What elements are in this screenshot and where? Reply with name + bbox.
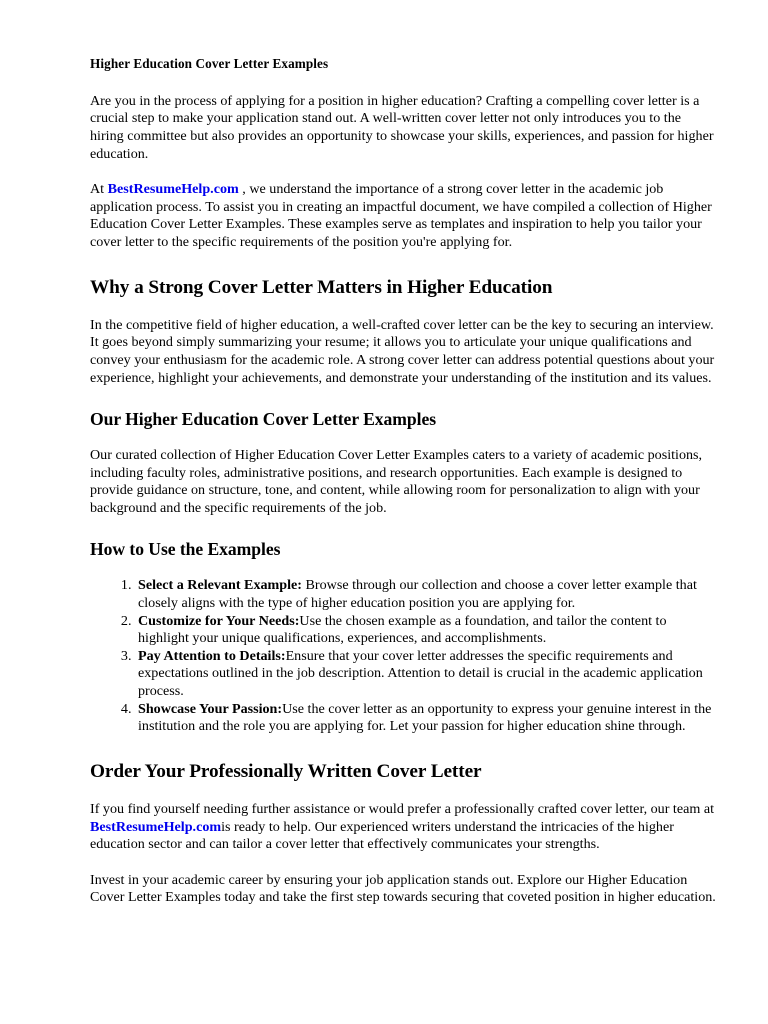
order-paragraph-before: If you find yourself needing further assistance or would prefer a professionally crafted cover letter, our team at — [90, 800, 715, 817]
section-body-why-strong-cover-letter: In the competitive field of higher education, a well-crafted cover letter can be the key to securing an interview. It goes beyond simply summarizing your resume; it allows you to articulate your unique qualifications and convey your enthusiasm for the academic role. A strong cover letter can address potential questions about your experience, highlight your achievements, and demonstrate your understanding of the institution and its values. — [90, 316, 715, 386]
page-title: Higher Education Cover Letter Examples — [90, 56, 329, 71]
section-heading-our-examples: Our Higher Education Cover Letter Examples — [90, 409, 437, 430]
link-paragraph-after: , we understand the importance of a strong cover letter in the academic job application process. To assist you in creating an impactful document, we have compiled a collection of Higher Education Cover Letter Examples. These examples serve as templates and inspiration to help you tailor your cover letter to the specific requirements of the position you're applying for. — [90, 181, 712, 251]
section-heading-how-to-use: How to Use the Examples — [90, 539, 281, 560]
step-lead: Pay Attention to Details: — [138, 647, 286, 664]
section-heading-why-strong-cover-letter: Why a Strong Cover Letter Matters in Higher Education — [90, 276, 553, 298]
list-item — [135, 648, 717, 701]
link-paragraph — [90, 181, 717, 251]
step-text: Use the cover letter as an opportunity to express your genuine interest in the institution and the role you are applying for. Let your passion for higher education shine through. — [138, 700, 712, 735]
step-text: Ensure that your cover letter addresses the specific requirements and expectations outlined in the job description. Attention to detail is crucial in the academic application process. — [138, 647, 703, 700]
step-text: Use the chosen example as a foundation, and tailor the content to highlight your unique qualifications, experiences, and accomplishments. — [138, 612, 667, 647]
step-lead: Showcase Your Passion: — [138, 700, 283, 717]
bestresumehelp-link-secondary[interactable]: BestResumeHelp.com — [90, 818, 222, 835]
step-lead: Select a Relevant Example: — [138, 577, 302, 594]
bestresumehelp-link[interactable]: BestResumeHelp.com — [107, 181, 239, 198]
intro-paragraph: Are you in the process of applying for a position in higher education? Crafting a compelling cover letter is a crucial step to make your application stand out. A well-written cover letter not only introduces you to the hiring committee but also provides an opportunity to showcase your skills, experiences, and passion for higher education. — [90, 92, 714, 162]
order-paragraph-after: is ready to help. Our experienced writers understand the intricacies of the higher education sector and can tailor a cover letter that effectively communicates your strengths. — [90, 818, 674, 853]
closing-paragraph: Invest in your academic career by ensuring your job application stands out. Explore our Higher Education Cover Letter Examples today and take the first step towards securing that coveted position in higher education. — [90, 871, 716, 906]
link-paragraph-before: At — [90, 181, 108, 198]
list-item — [135, 701, 717, 736]
list-item — [135, 577, 717, 612]
section-heading-order-cover-letter: Order Your Professionally Written Cover Letter — [90, 760, 482, 782]
how-to-use-steps-list — [90, 577, 717, 735]
step-lead: Customize for Your Needs: — [138, 612, 300, 629]
section-body-our-examples: Our curated collection of Higher Education Cover Letter Examples caters to a variety of academic positions, including faculty roles, administrative positions, and research opportunities. Each example is designed to provide guidance on structure, tone, and content, while allowing room for personalization to align with your background and the specific requirements of the job. — [90, 447, 703, 516]
document-content — [90, 56, 717, 925]
step-text: Browse through our collection and choose a cover letter example that closely aligns with the type of higher education position you are applying for. — [138, 577, 697, 612]
order-paragraph — [90, 801, 717, 854]
list-item — [135, 613, 717, 648]
